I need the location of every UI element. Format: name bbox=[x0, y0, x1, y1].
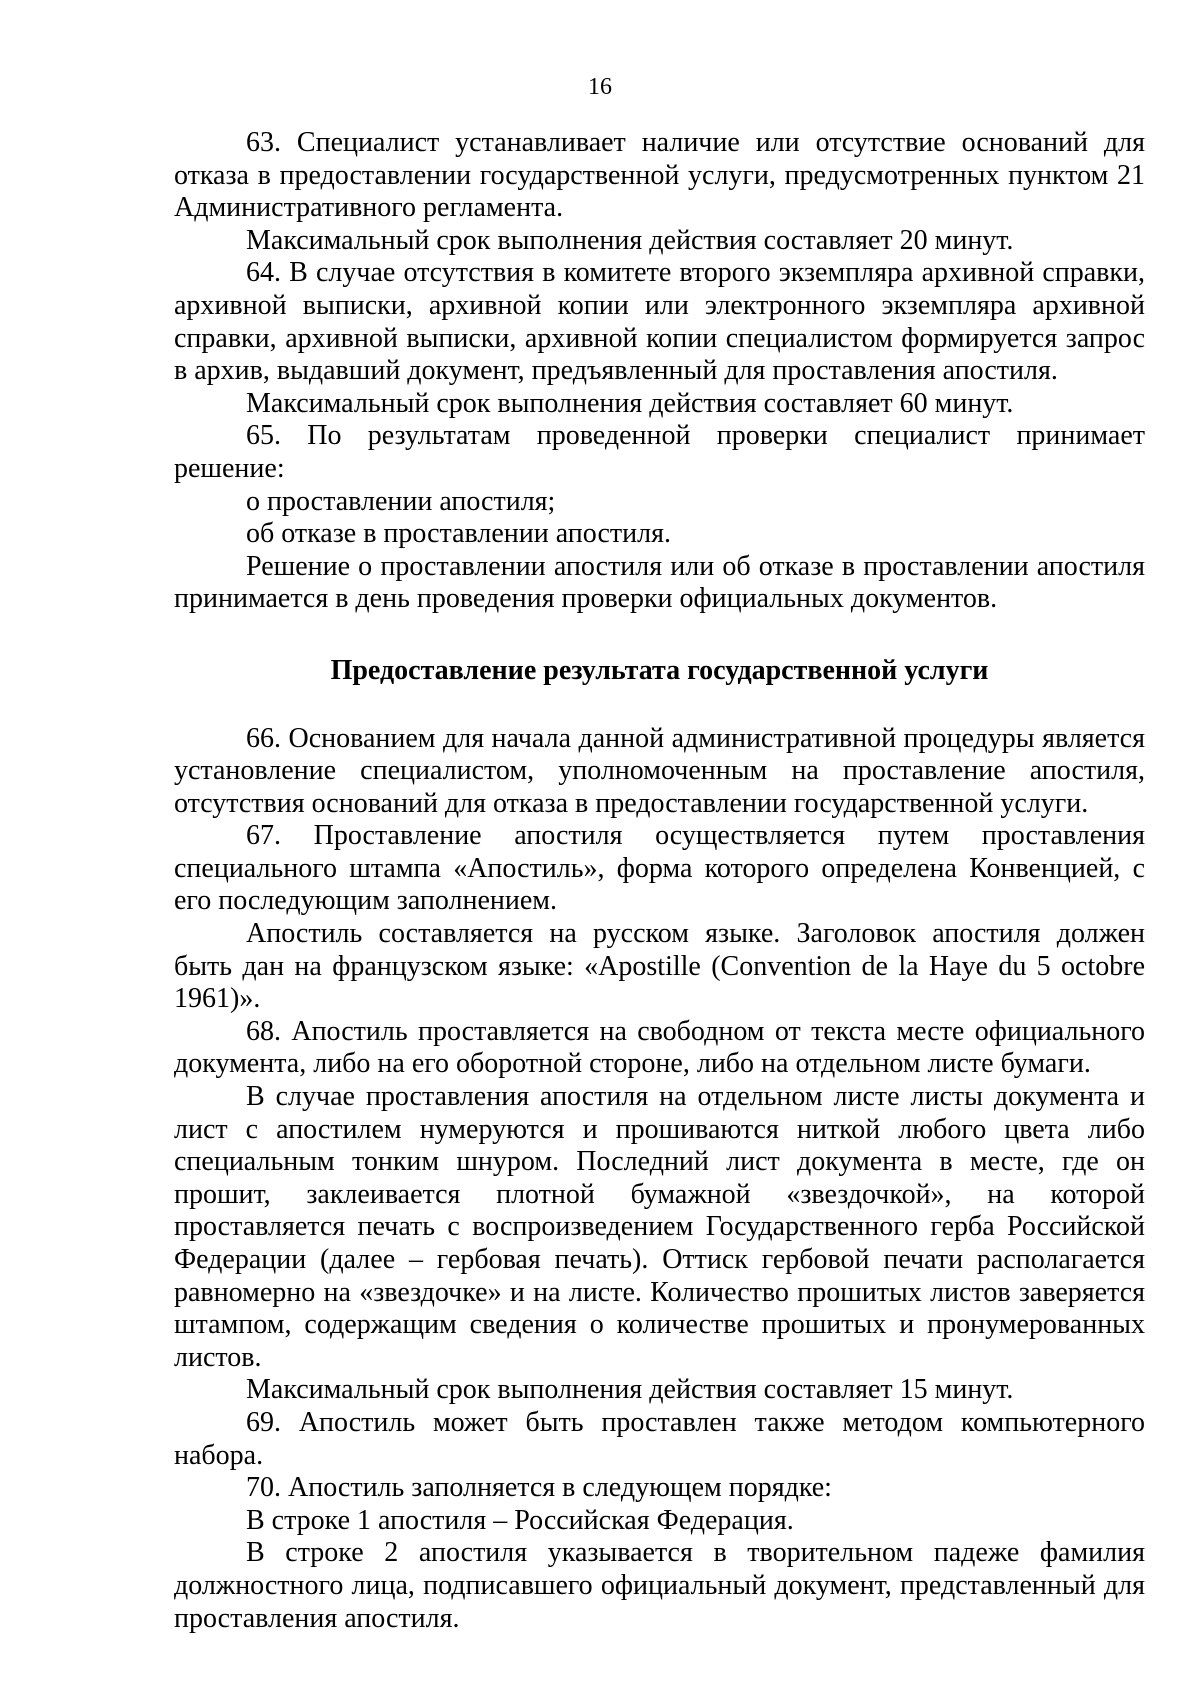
paragraph-line-2: В строке 2 апостиля указывается в творительном падеже фамилия должностного лица, подписавшего официальный документ, представленный для проставления апостиля. bbox=[174, 1537, 1145, 1634]
paragraph-item-63: 63. Специалист устанавливает наличие или отсутствие оснований для отказа в предоставлении государственной услуги, предусмотренных пунктом 21 Административного регламента. bbox=[174, 127, 1145, 224]
section-heading: Предоставление результата государственной услуги bbox=[330, 654, 989, 686]
paragraph-line-1: В строке 1 апостиля – Российская Федерация. bbox=[246, 1504, 794, 1536]
paragraph-deadline-20-min: Максимальный срок выполнения действия составляет 20 минут. bbox=[246, 224, 1014, 256]
paragraph-item-64: 64. В случае отсутствия в комитете второго экземпляра архивной справки, архивной выписки, архивной копии или электронного экземпляра архивной справки, архивной выписки, архивной копии специалистом формируется запрос в архив, выдавший документ, предъявленный для проставления апостиля. bbox=[174, 257, 1145, 387]
paragraph-apostille-language: Апостиль составляется на русском языке. Заголовок апостиля должен быть дан на французском языке: «Apostille (Convention de la Haye du 5 octobre 1961)». bbox=[174, 918, 1145, 1015]
page-number: 16 bbox=[588, 74, 612, 100]
paragraph-item-70: 70. Апостиль заполняется в следующем порядке: bbox=[246, 1472, 832, 1504]
document-body bbox=[174, 127, 1145, 1635]
paragraph-item-68: 68. Апостиль проставляется на свободном от текста месте официального документа, либо на его оборотной стороне, либо на отдельном листе бумаги. bbox=[174, 1015, 1145, 1080]
paragraph-item-65: 65. По результатам проведенной проверки специалист принимает решение: bbox=[174, 420, 1145, 484]
paragraph-deadline-60-min: Максимальный срок выполнения действия составляет 60 минут. bbox=[246, 387, 1014, 419]
paragraph-decision-option-refuse: об отказе в проставлении апостиля. bbox=[246, 518, 671, 550]
paragraph-item-69: 69. Апостиль может быть проставлен также методом компьютерного набора. bbox=[174, 1406, 1145, 1471]
paragraph-decision-option-approve: о проставлении апостиля; bbox=[246, 485, 556, 517]
paragraph-decision-timing: Решение о проставлении апостиля или об отказе в проставлении апостиля принимается в день проведения проверки официальных документов. bbox=[174, 550, 1145, 615]
paragraph-separate-sheet-binding: В случае проставления апостиля на отдельном листе листы документа и лист с апостилем нумеруются и прошиваются ниткой любого цвета либо специальным тонким шнуром. Последний лист документа в месте, где он прошит, заклеивается плотной бумажной «звездочкой», на которой проставляется печать с воспроизведением Государственного герба Российской Федерации (далее – гербовая печать). Оттиск гербовой печати располагается равномерно на «звездочке» и на листе. Количество прошитых листов заверяется штампом, содержащим сведения о количестве прошитых и пронумерованных листов. bbox=[174, 1081, 1145, 1373]
paragraph-item-66: 66. Основанием для начала данной административной процедуры является установление специалистом, уполномоченным на проставление апостиля, отсутствия оснований для отказа в предоставлении государственной услуги. bbox=[174, 722, 1145, 819]
paragraph-item-67: 67. Проставление апостиля осуществляется путем проставления специального штампа «Апостиль», форма которого определена Конвенцией, с его последующим заполнением. bbox=[174, 820, 1145, 917]
paragraph-deadline-15-min: Максимальный срок выполнения действия составляет 15 минут. bbox=[246, 1374, 1014, 1406]
